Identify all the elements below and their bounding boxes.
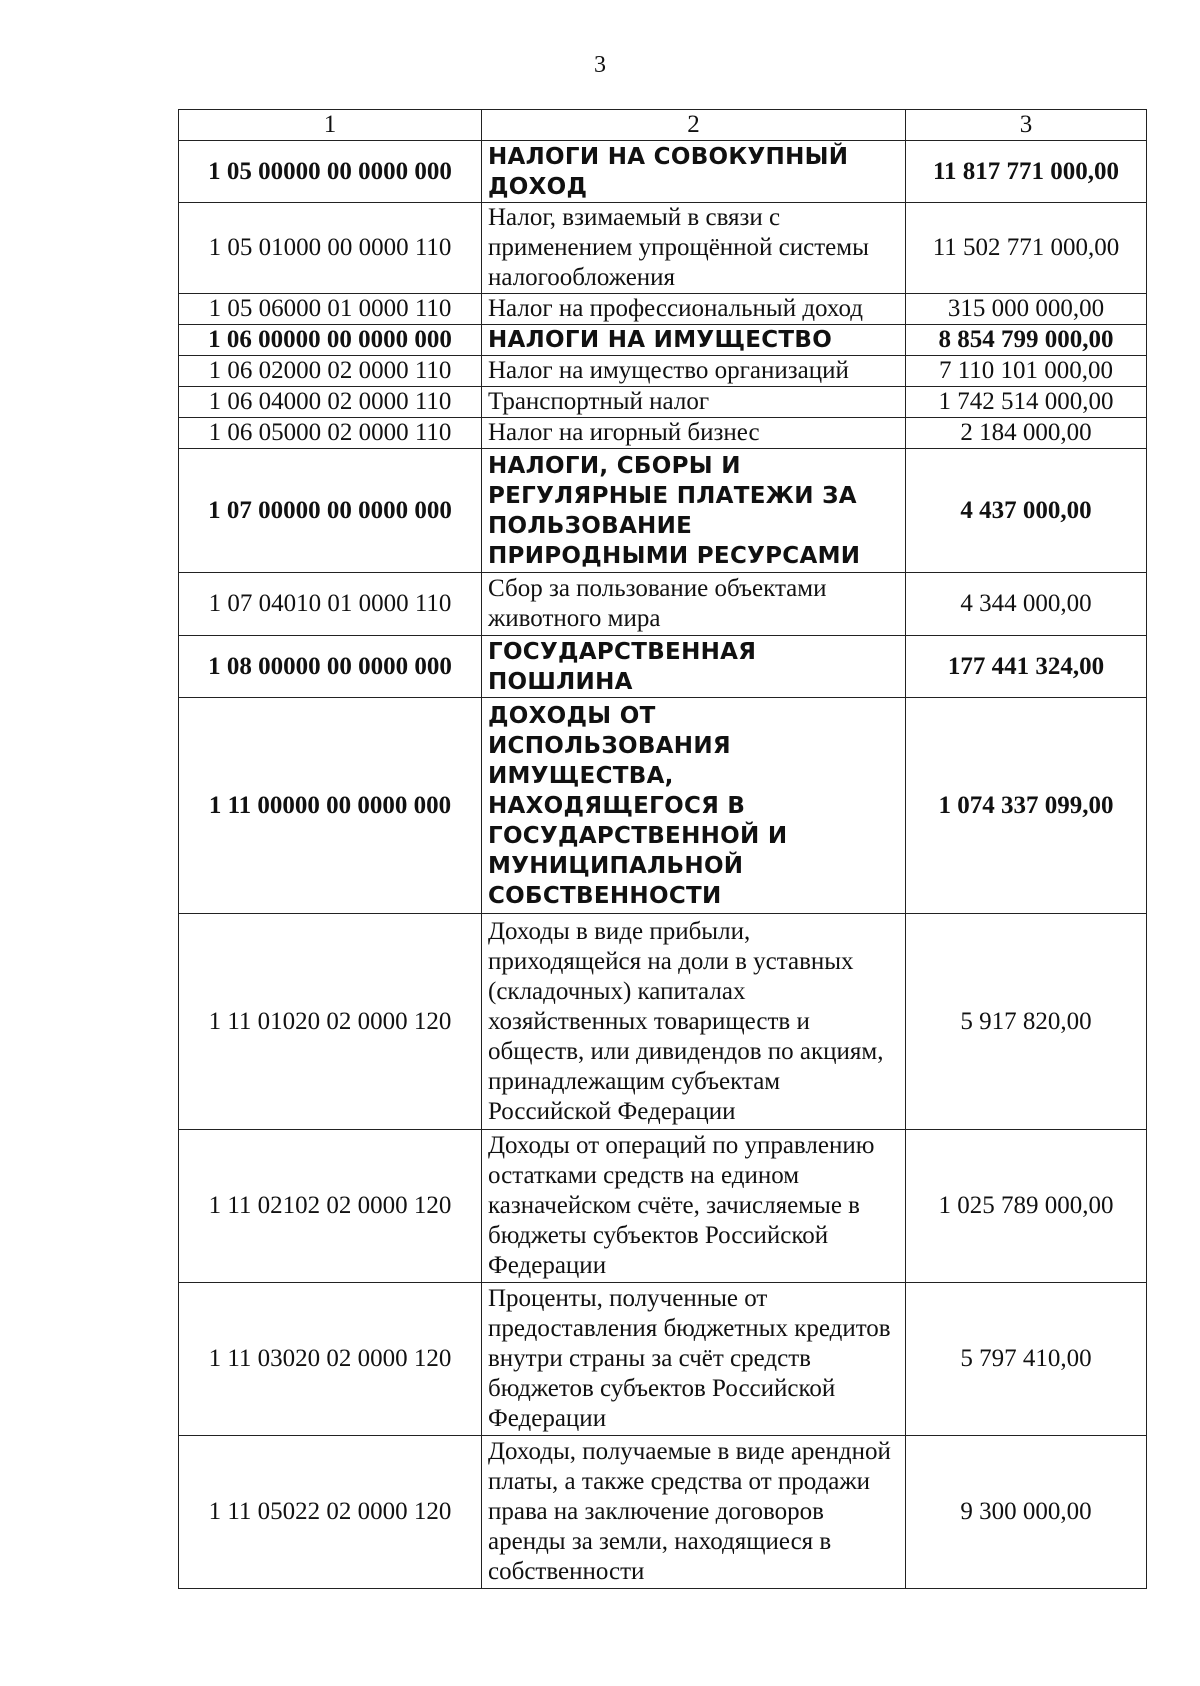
revenue-name: Сбор за пользование объектами животного мира [482,573,906,636]
revenue-name: Налог на игорный бизнес [482,418,906,449]
revenue-amount: 2 184 000,00 [906,418,1147,449]
revenue-name: НАЛОГИ НА ИМУЩЕСТВО [482,325,906,356]
table-row [179,325,1147,356]
table-row [179,418,1147,449]
revenue-amount: 5 797 410,00 [906,1283,1147,1436]
budget-code: 1 05 06000 01 0000 110 [179,294,482,325]
revenue-name: Проценты, полученные от предоставления бюджетных кредитов внутри страны за счёт средств бюджетов субъектов Российской Федерации [482,1283,906,1436]
budget-code: 1 06 00000 00 0000 000 [179,325,482,356]
revenue-name: Доходы, получаемые в виде арендной платы, а также средства от продажи права на заключение договоров аренды за земли, находящиеся в собственности [482,1436,906,1589]
revenue-amount: 11 817 771 000,00 [906,141,1147,203]
revenue-amount: 315 000 000,00 [906,294,1147,325]
budget-code: 1 06 05000 02 0000 110 [179,418,482,449]
revenue-name: Доходы в виде прибыли, приходящейся на доли в уставных (складочных) капиталах хозяйственных товариществ и обществ, или дивидендов по акциям, принадлежащим субъектам Российской Федерации [482,914,906,1130]
revenue-amount: 8 854 799 000,00 [906,325,1147,356]
budget-code: 1 05 01000 00 0000 110 [179,203,482,294]
table-row [179,203,1147,294]
budget-code: 1 11 05022 02 0000 120 [179,1436,482,1589]
revenue-name: Налог, взимаемый в связи с применением упрощённой системы налогообложения [482,203,906,294]
table-row [179,636,1147,698]
budget-code: 1 08 00000 00 0000 000 [179,636,482,698]
revenue-name: Доходы от операций по управлению остатками средств на едином казначейском счёте, зачисляемые в бюджеты субъектов Российской Федерации [482,1130,906,1283]
revenue-name: Транспортный налог [482,387,906,418]
revenue-amount: 4 437 000,00 [906,449,1147,573]
budget-code: 1 11 02102 02 0000 120 [179,1130,482,1283]
table-row [179,1436,1147,1589]
revenue-name: ДОХОДЫ ОТ ИСПОЛЬЗОВАНИЯ ИМУЩЕСТВА, НАХОДЯЩЕГОСЯ В ГОСУДАРСТВЕННОЙ И МУНИЦИПАЛЬНОЙ СОБСТВЕННОСТИ [482,698,906,914]
budget-code: 1 06 02000 02 0000 110 [179,356,482,387]
table-row [179,698,1147,914]
revenue-name: Налог на имущество организаций [482,356,906,387]
table-row [179,141,1147,203]
table-row [179,356,1147,387]
table-row [179,449,1147,573]
table-row [179,573,1147,636]
budget-code: 1 11 03020 02 0000 120 [179,1283,482,1436]
column-header-3: 3 [906,110,1147,141]
revenue-amount: 9 300 000,00 [906,1436,1147,1589]
revenue-amount: 5 917 820,00 [906,914,1147,1130]
budget-code: 1 11 00000 00 0000 000 [179,698,482,914]
revenue-table [178,109,1147,1589]
revenue-name: Налог на профессиональный доход [482,294,906,325]
revenue-amount: 1 074 337 099,00 [906,698,1147,914]
revenue-amount: 4 344 000,00 [906,573,1147,636]
column-header-2: 2 [482,110,906,141]
table-row [179,387,1147,418]
page-number: 3 [594,52,606,78]
revenue-amount: 11 502 771 000,00 [906,203,1147,294]
revenue-amount: 1 742 514 000,00 [906,387,1147,418]
revenue-name: НАЛОГИ, СБОРЫ И РЕГУЛЯРНЫЕ ПЛАТЕЖИ ЗА ПОЛЬЗОВАНИЕ ПРИРОДНЫМИ РЕСУРСАМИ [482,449,906,573]
budget-code: 1 05 00000 00 0000 000 [179,141,482,203]
revenue-name: ГОСУДАРСТВЕННАЯ ПОШЛИНА [482,636,906,698]
revenue-name: НАЛОГИ НА СОВОКУПНЫЙ ДОХОД [482,141,906,203]
table-row [179,294,1147,325]
revenue-amount: 177 441 324,00 [906,636,1147,698]
budget-code: 1 06 04000 02 0000 110 [179,387,482,418]
revenue-amount: 7 110 101 000,00 [906,356,1147,387]
budget-code: 1 07 04010 01 0000 110 [179,573,482,636]
table-row [179,1283,1147,1436]
budget-code: 1 07 00000 00 0000 000 [179,449,482,573]
table-header-row [179,110,1147,141]
budget-code: 1 11 01020 02 0000 120 [179,914,482,1130]
column-header-1: 1 [179,110,482,141]
table-row [179,1130,1147,1283]
table-row [179,914,1147,1130]
revenue-amount: 1 025 789 000,00 [906,1130,1147,1283]
